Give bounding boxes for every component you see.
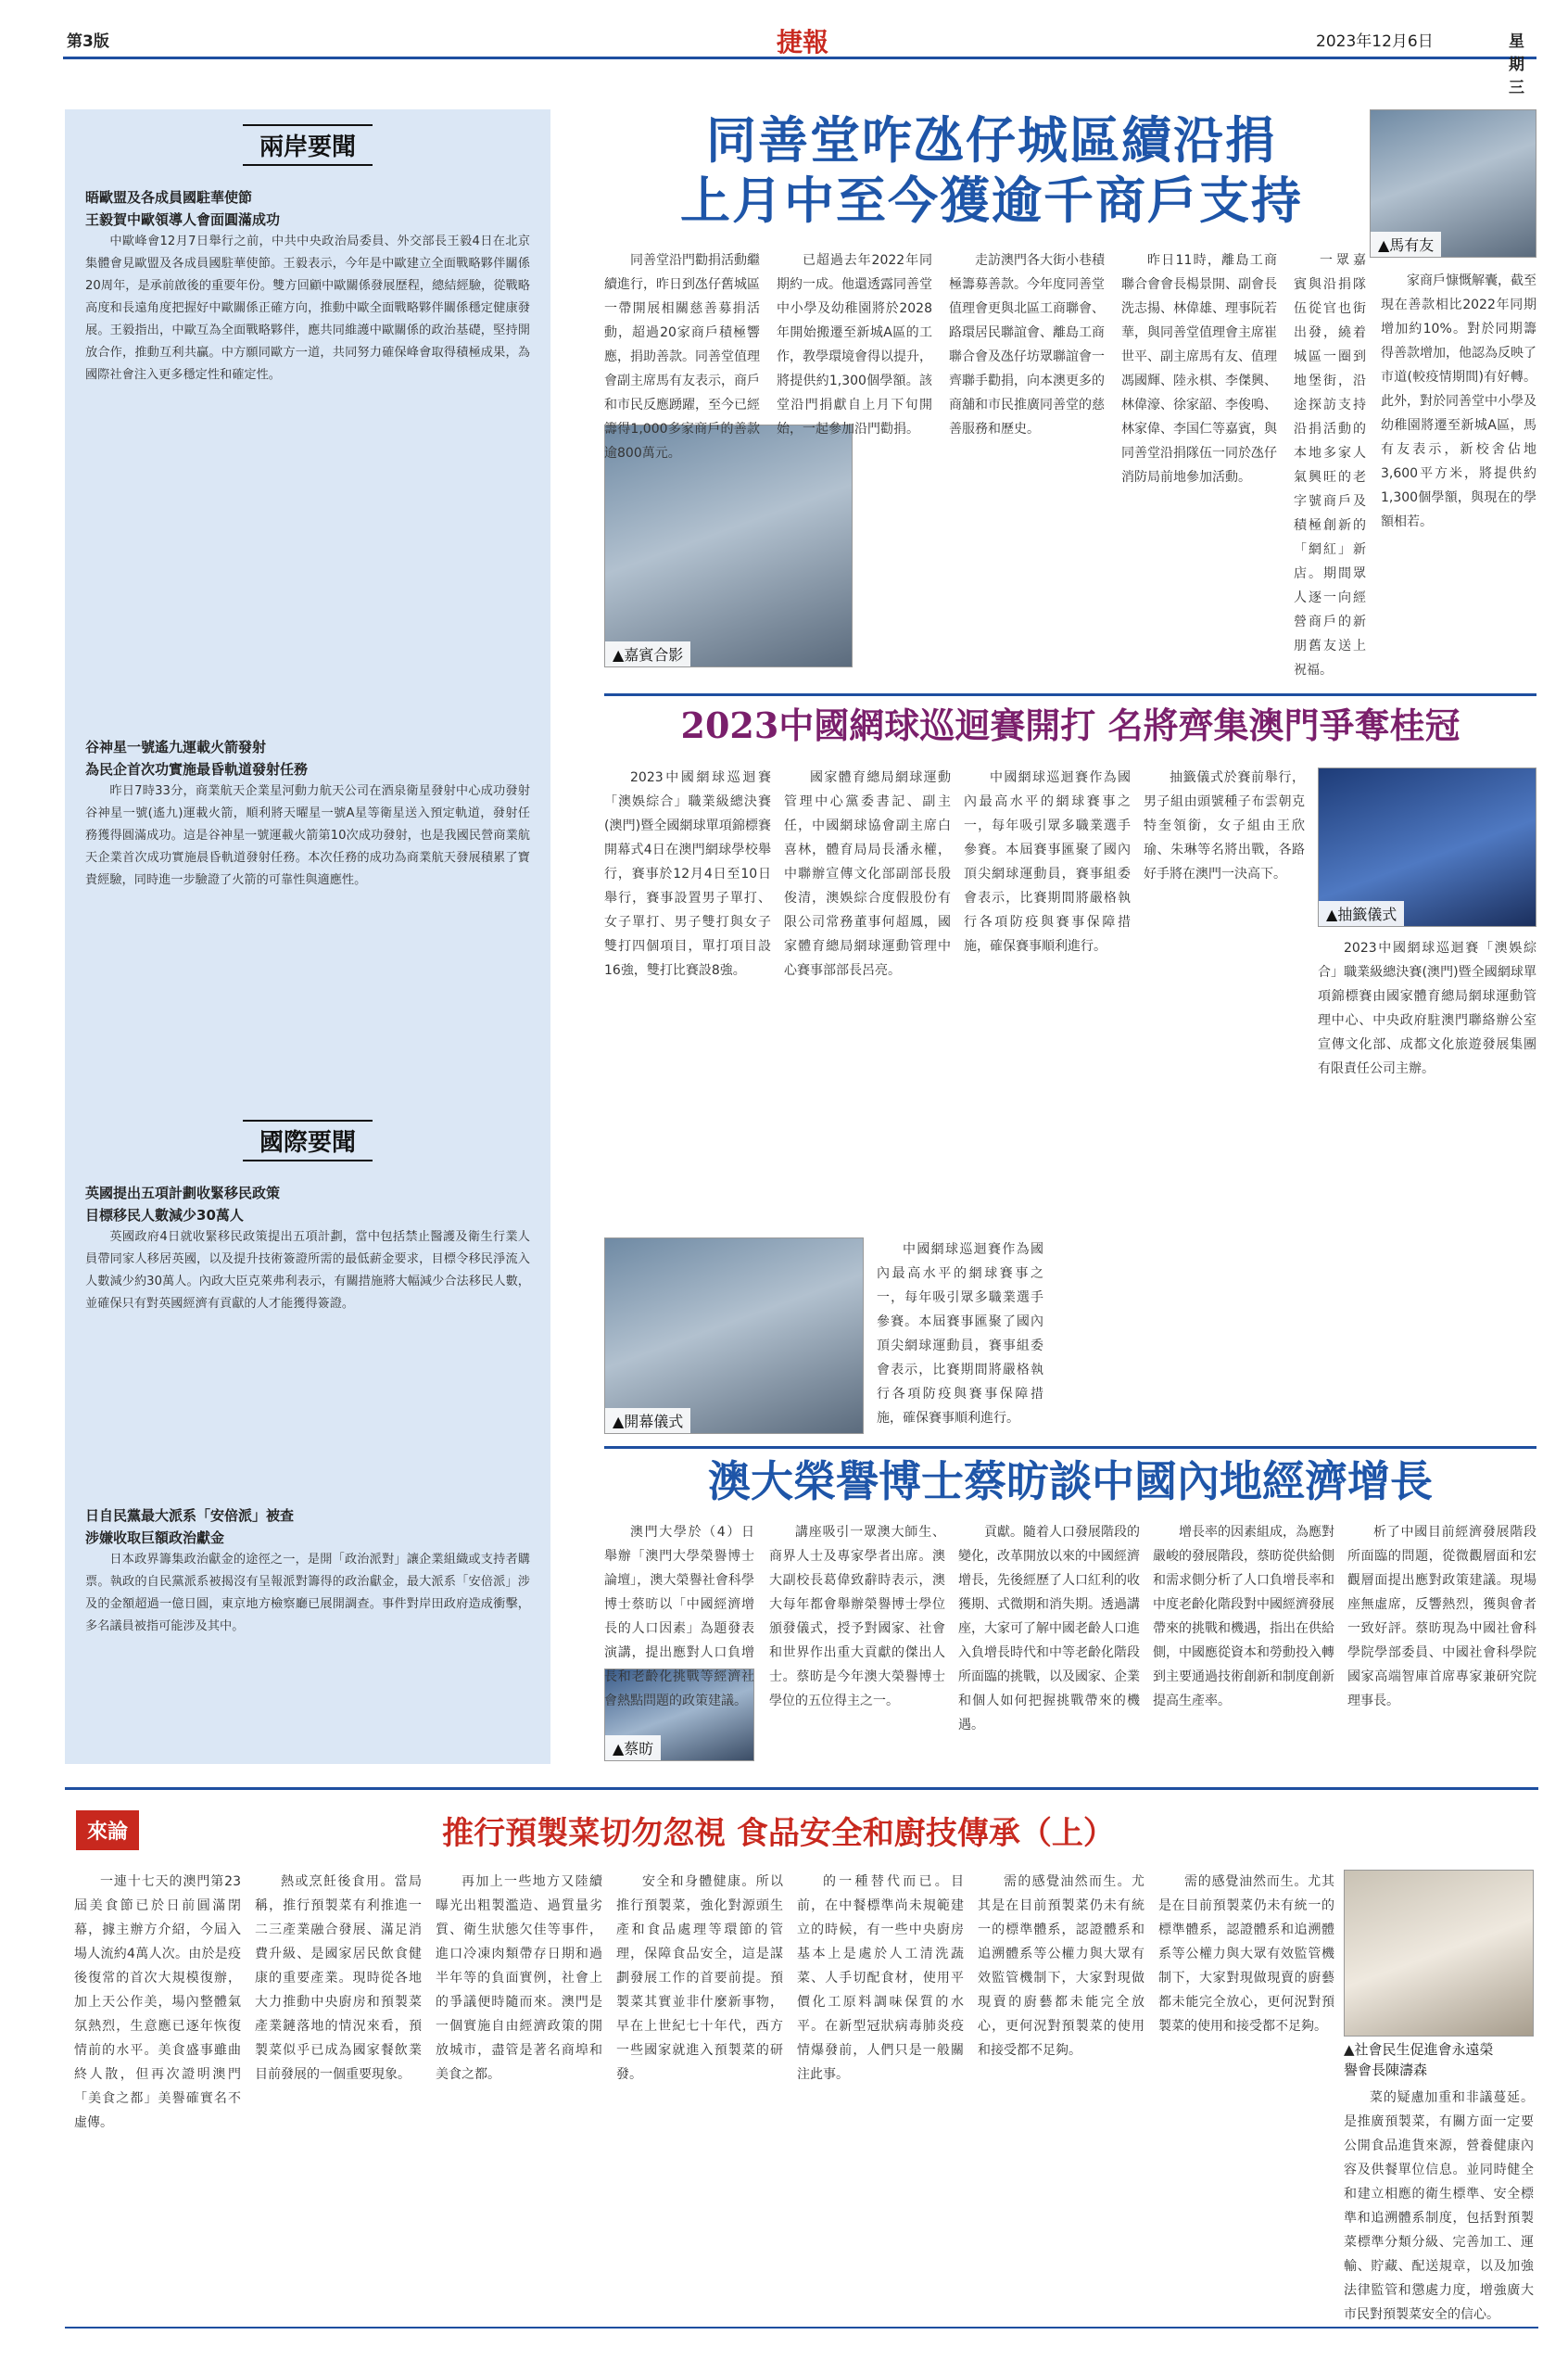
draw-ceremony-photo [1318, 768, 1536, 927]
article-column: 增長率的因素組成，為應對嚴峻的發展階段，蔡昉從供給側和需求側分析了人口負增長率和中度老齡化階段對中國經濟發展帶來的挑戰和機遇，指出在供給側，中國應從資本和勞動投入轉到主要通過技術創新和制度創新提高生產率。 [1153, 1525, 1334, 1708]
divider [604, 693, 1536, 696]
article-column: 需的感覺油然而生。尤其是在目前預製菜仍未有統一的標準體系，認證體系和追溯體系等公權力與大眾有效監管機制下，大家對現做現賣的廚藝都未能完全放心，更何況對預製菜的使用和接受都不足夠。 [978, 1874, 1144, 2058]
article-column: 的一種替代而已。目前，在中餐標準尚未規範建立的時候，有一些中央廚房基本上是處於人工清洗蔬菜、人手切配食材，使用平價化工原料調味保質的水平。在新型冠狀病毒肺炎疫情爆發前，人們只是一般關注此事。 [797, 1874, 964, 2082]
article-column: 昨日11時，離島工商聯合會會長楊景開、副會長洗志揚、林偉雄、理事阮若華，與同善堂值理會主席崔世平、副主席馬有友、值理馮國輝、陸永棋、李傑興、林偉濠、徐家韶、李俊鳴、林家偉、李国仁等嘉賓，與同善堂沿捐隊伍一同於氹仔消防局前地參加活動。 [1121, 253, 1277, 485]
divider [604, 1446, 1536, 1449]
headline: 同善堂咋氹仔城區續沿捐 [706, 110, 1277, 170]
article-column: 澳門大學於（4）日舉辦「澳門大學榮譽博士論壇」，澳大榮譽社會科學博士蔡昉以「中國經濟增長的人口因素」為題發表演講，提出應對人口負增長和老齡化挑戰等經濟社會熱點問題的政策建議。 [604, 1525, 754, 1708]
article-column: 熱或烹飪後食用。當局稱，推行預製菜有利推進一二三產業融合發展、滿足消費升級、是國家居民飲食健康的重要產業。現時從各地大力推動中央廚房和預製菜產業鏈落地的情況來看，預製菜似乎已成為國家餐飲業目前發展的一個重要現象。 [255, 1874, 422, 2082]
photo-caption: ▲馬有友 [1371, 232, 1441, 257]
article-column: 2023中國網球巡迴賽「澳娛綜合」職業級總決賽(澳門)暨全國網球單項錦標賽開幕式4日在澳門網球學校舉行，賽事於12月4日至10日舉行，賽事設置男子單打、女子單打、男子雙打與女子雙打四個項目，單打項目設16強，雙打比賽設8強。 [604, 770, 771, 978]
masthead: 捷報 [777, 27, 829, 57]
headline: 澳大榮譽博士蔡昉談中國內地經濟增長 [708, 1456, 1433, 1506]
photo-caption: ▲嘉賓合影 [605, 641, 690, 666]
article-column: 中國網球巡迴賽作為國內最高水平的網球賽事之一，每年吸引眾多職業選手參賽。本屆賽事匯聚了國內頂尖網球運動員，賽事組委會表示，比賽期間將嚴格執行各項防疫與賽事保障措施，確保賽事順利進行。 [964, 770, 1131, 954]
article-column: 再加上一些地方又陸續曝光出粗製濫造、過質量劣質、衛生狀態欠佳等事件，進口冷凍肉類帶存日期和過半年等的負面實例，社會上的爭議便時隨而來。澳門是一個實施自由經濟政策的開放城市，盡管是著名商埠和美食之都。 [436, 1874, 602, 2082]
page-number: 第3版 [67, 32, 109, 51]
article-column: 抽籤儀式於賽前舉行，男子組由頭號種子布雲朝克特奎領銜，女子組由王欣瑜、朱琳等名將出戰，各路好手將在澳門一決高下。 [1144, 770, 1305, 882]
article-column: 一眾嘉賓與沿捐隊伍從官也街出發，繞着城區一圈到地堡街，沿途探訪支持沿捐活動的本地多家人氣興旺的老字號商戶及積極創新的「網紅」新店。期間眾人逐一向經營商戶的新朋舊友送上祝福。 [1294, 253, 1366, 678]
photo-caption: ▲開幕儀式 [605, 1408, 690, 1433]
opening-ceremony-photo [604, 1237, 864, 1434]
photo-caption: ▲抽籤儀式 [1319, 901, 1404, 926]
article-column: 貢獻。隨着人口發展階段的變化，改革開放以來的中國經濟增長，先後經歷了人口紅利的收獲期、式微期和消失期。透過講座，大家可了解中國老齡人口進入負增長時代和中等老齡化階段所面臨的挑戰，以及國家、企業和個人如何把握挑戰帶來的機遇。 [958, 1525, 1140, 1732]
article-title: 日自民黨最大派系「安倍派」被查 [85, 1507, 295, 1524]
weekday: 星期三 [1509, 32, 1524, 97]
article-body: 中歐峰會12月7日舉行之前，中共中央政治局委員、外交部長王毅4日在北京集體會見歐盟及各成員國駐華使節。王毅表示，今年是中歐建立全面戰略夥伴關係20周年，是承前啟後的重要年份。雙方回顧中歐關係發展歷程，總結經驗，從戰略高度和長遠角度把握好中歐關係正確方向，推動中歐全面戰略夥伴關係穩定健康發展。王毅指出，中歐互為全面戰略夥伴，應共同維護中歐關係的政治基礎，堅持開放合作，推動互利共贏。中方願同歐方一道，共同努力確保峰會取得積極成果，為國際社會注入更多穩定性和確定性。 [85, 235, 530, 382]
article-subtitle: 涉嫌收取巨額政治獻金 [85, 1529, 225, 1546]
article-column: 一連十七天的澳門第23屆美食節已於日前圓滿閉幕，據主辦方介紹，今屆入場人流約4萬人次。由於是疫後復常的首次大規模復辦，加上天公作美，場內整體氣氛熱烈，生意應已逐年恢復情前的水平。美食盛事雖曲終人散，但再次證明澳門「美食之都」美譽確實名不虛傳。 [74, 1874, 241, 2130]
article-subtitle: 為民企首次功實施最昏軌道發射任務 [85, 761, 309, 778]
photo-caption: ▲蔡昉 [605, 1735, 661, 1760]
article-body: 英國政府4日就收緊移民政策提出五項計劃，當中包括禁止醫護及衛生行業人員帶同家人移居英國，以及提升技術簽證所需的最低薪金要求，目標令移民淨流入人數減少約30萬人。內政大臣克萊弗利表示，有關措施將大幅減少合法移民人數，並確保只有對英國經濟有貢獻的人才能獲得簽證。 [85, 1230, 530, 1311]
article-column: 講座吸引一眾澳大師生、商界人士及專家學者出席。澳大副校長葛偉致辭時表示，澳大每年都會舉辦榮譽博士學位頒發儀式，授予對國家、社會和世界作出重大貢獻的傑出人士。蔡昉是今年澳大榮譽博士學位的五位得主之一。 [769, 1525, 945, 1708]
divider [65, 1787, 1538, 1790]
article-body: 日本政界籌集政治獻金的途徑之一，是開「政治派對」讓企業組織或支持者購票。執政的自民黨派系被揭沒有呈報派對籌得的政治獻金，最大派系「安倍派」涉及的金額超過一億日圓，東京地方檢察廳已展開調查。事件對岸田政府造成衝擊，多名議員被指可能涉及其中。 [85, 1553, 530, 1633]
article-title: 英國提出五項計劃收緊移民政策 [85, 1185, 281, 1201]
portrait-photo [1370, 109, 1536, 258]
article-column: 國家體育總局網球運動管理中心黨委書記、副主任，中國網球協會副主席白喜林，體育局局長潘永權，中聯辦宣傳文化部副部長殷俊清，澳娛綜合度假股份有限公司常務董事何超鳳，國家體育總局網球運動管理中心賽事部部長呂亮。 [784, 770, 951, 978]
headline: 2023中國網球巡迴賽開打 名將齊集澳門爭奪桂冠 [680, 704, 1461, 746]
article-title: 晤歐盟及各成員國駐華使節 [85, 189, 253, 206]
article-column: 已超過去年2022年同期約一成。他還透露同善堂中小學及幼稚園將於2028年開始搬遷至新城A區的工作，教學環境會得以提升，將提供約1,300個學額。該堂沿門捐獻自上月下旬開始，一起參加沿門勸捐。 [777, 253, 932, 437]
subheadline: 上月中至今獲逾千商戶支持 [680, 171, 1303, 230]
commentary-tag: 來論 [76, 1810, 139, 1850]
issue-date: 2023年12月6日 [1316, 32, 1434, 51]
divider [65, 2327, 1538, 2329]
author-photo [1344, 1870, 1534, 2037]
article-column: 2023中國網球巡迴賽「澳娛綜合」職業級總決賽(澳門)暨全國網球單項錦標賽由國家體育總局網球運動管理中心、中央政府駐澳門聯絡辦公室宣傳文化部、成都文化旅遊發展集團有限責任公司主辦。 [1318, 941, 1536, 1076]
photo-caption: ▲社會民生促進會永遠榮 譽會長陳濤森 [1344, 2041, 1494, 2078]
article-column: 中國網球巡迴賽作為國內最高水平的網球賽事之一，每年吸引眾多職業選手參賽。本屆賽事匯聚了國內頂尖網球運動員，賽事組委會表示，比賽期間將嚴格執行各項防疫與賽事保障措施，確保賽事順利進行。 [877, 1242, 1043, 1426]
page-header [63, 20, 1536, 97]
article-column: 同善堂沿門勸捐活動繼續進行，昨日到氹仔舊城區一帶開展相關慈善募捐活動，超過20家商戶積極響應，捐助善款。同善堂值理會副主席馬有友表示，商戶和市民反應踴躍，至今已經籌得1,000多家商戶的善款逾800萬元。 [604, 253, 760, 461]
article-column: 安全和身體健康。所以推行預製菜，強化對源頭生產和食品處理等環節的管理，保障食品安全，這是謀劃發展工作的首要前提。預製菜其實並非什麼新事物，早在上世紀七十年代，西方一些國家就進入預製菜的研發。 [616, 1874, 783, 2082]
commentary-section [65, 1803, 1538, 2322]
section-heading-international: 國際要聞 [243, 1120, 373, 1161]
news-sidebar [65, 109, 550, 1764]
section-heading-cross-strait: 兩岸要聞 [243, 124, 373, 166]
article-column: 菜的疑慮加重和非議蔓延。是推廣預製菜，有關方面一定要公開食品進貨來源，營養健康內容及供餐單位信息。並同時健全和建立相應的衛生標準、安全標準和追溯體系制度，包括對預製菜標準分類分級、完善加工、運輸、貯藏、配送規章，以及加強法律監管和懲處力度，增強廣大市民對預製菜安全的信心。 [1344, 2090, 1534, 2322]
article-column: 需的感覺油然而生。尤其是在目前預製菜仍未有統一的標準體系，認證體系和追溯體系等公權力與大眾有效監管機制下，大家對現做現賣的廚藝都未能完全放心，更何況對預製菜的使用和接受都不足夠。 [1158, 1874, 1334, 2034]
article-subtitle: 目標移民人數減少30萬人 [85, 1207, 244, 1224]
article-column: 家商戶慷慨解囊，截至現在善款相比2022年同期增加約10%。對於同期籌得善款增加，他認為反映了市道(較疫情期間)有好轉。此外，對於同善堂中小學及幼稚園將遷至新城A區，馬有友表示，新校舍佔地3,600平方米，將提供約1,300個學額，與現在的學額相若。 [1381, 273, 1536, 529]
article-body: 昨日7時33分，商業航天企業星河動力航天公司在酒泉衛星發射中心成功發射谷神星一號(遙九)運載火箭，順利將天曜星一號A星等衛星送入預定軌道，發射任務獲得圓滿成功。這是谷神星一號運載火箭第10次成功發射，也是我國民營商業航天企業首次成功實施晨昏軌道發射任務。本次任務的成功為商業航天發展積累了寶貴經驗，同時進一步驗證了火箭的可靠性與適應性。 [85, 784, 530, 887]
headline: 推行預製菜切勿忽視 食品安全和廚技傳承（上） [442, 1815, 1115, 1852]
article-column: 走訪澳門各大街小巷積極籌募善款。今年度同善堂值理會更與北區工商聯會、路環居民聯誼會、離島工商聯合會及氹仔坊眾聯誼會一齊聯手勸捐，向本澳更多的商舖和市民推廣同善堂的慈善服務和歷史。 [949, 253, 1105, 437]
article-subtitle: 王毅賀中歐領導人會面圓滿成功 [85, 211, 281, 228]
article-title: 谷神星一號遙九運載火箭發射 [85, 739, 267, 755]
article-column: 析了中國目前經濟發展階段所面臨的問題，從微觀層面和宏觀層面提出應對政策建議。現場座無虛席，反響熱烈，獲與會者一致好評。蔡昉現為中國社會科學院學部委員、中國社會科學院國家高端智庫首席專家兼研究院理事長。 [1347, 1525, 1536, 1708]
